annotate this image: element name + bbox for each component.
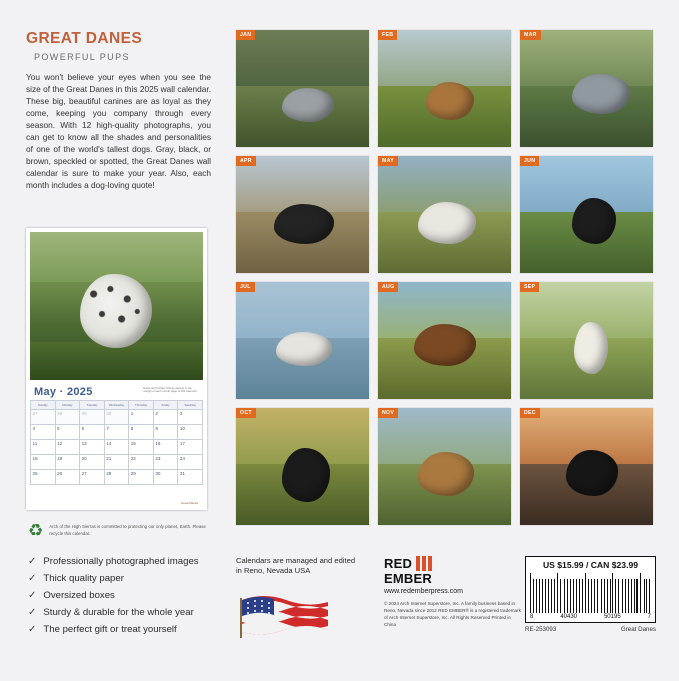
photo-dog: [418, 202, 476, 244]
barcode-bar: [649, 579, 650, 613]
barcode-gap: [544, 573, 545, 613]
calendar-day-cell[interactable]: 24: [178, 455, 203, 470]
photo-sky: [236, 30, 369, 91]
barcode-bar: [612, 573, 613, 613]
recycle-icon: ♻: [28, 521, 44, 540]
month-photo-feb[interactable]: [378, 30, 511, 147]
barcode-box: [525, 556, 656, 623]
barcode-bar: [570, 579, 571, 613]
weekday-header: Thursday: [129, 401, 154, 410]
barcode-bar: [640, 573, 641, 613]
barcode-gap: [599, 573, 600, 613]
calendar-day-cell[interactable]: 4: [31, 425, 56, 440]
month-photo-row: [236, 282, 654, 399]
photo-dog: [414, 324, 476, 366]
month-photo-grid: [236, 30, 654, 534]
calendar-day-cell[interactable]: 29: [80, 410, 105, 425]
calendar-day-cell[interactable]: 30: [153, 470, 178, 485]
calendar-day-cell[interactable]: 25: [31, 470, 56, 485]
ember-bars-icon: [416, 556, 432, 571]
calendar-day-cell[interactable]: 28: [104, 470, 129, 485]
calendar-day-cell[interactable]: 1: [129, 410, 154, 425]
month-tag-sep: SEP: [520, 282, 539, 292]
weekday-header: Tuesday: [80, 401, 105, 410]
calendar-day-cell[interactable]: 27: [80, 470, 105, 485]
calendar-week-row: [31, 455, 203, 470]
month-tag-feb: FEB: [378, 30, 397, 40]
barcode-image: [530, 573, 651, 613]
weekday-header: Saturday: [178, 401, 203, 410]
calendar-day-cell[interactable]: 18: [31, 455, 56, 470]
month-photo-row: [236, 30, 654, 147]
calendar-day-cell[interactable]: 30: [104, 410, 129, 425]
barcode-bar: [542, 579, 543, 613]
preview-footer-label: Great Danes: [180, 501, 198, 505]
calendar-day-cell[interactable]: 11: [31, 440, 56, 455]
calendar-day-cell[interactable]: 3: [178, 410, 203, 425]
page-title: GREAT DANES: [26, 30, 143, 47]
month-photo-jul[interactable]: [236, 282, 369, 399]
calendar-day-cell[interactable]: 26: [55, 470, 80, 485]
calendar-day-cell[interactable]: 19: [55, 455, 80, 470]
feature-bullet-label: Professionally photographed images: [43, 556, 199, 567]
month-tag-mar: MAR: [520, 30, 541, 40]
calendar-week-row: [31, 470, 203, 485]
calendar-day-cell[interactable]: 15: [129, 440, 154, 455]
calendar-day-cell[interactable]: 29: [129, 470, 154, 485]
month-photo-mar[interactable]: [520, 30, 653, 147]
barcode-bar: [618, 579, 619, 613]
feature-bullet-list: [28, 556, 258, 641]
check-icon: ✓: [28, 607, 37, 618]
preview-grid-wrap: [30, 386, 203, 506]
calendar-week-row: [31, 410, 203, 425]
brand-url[interactable]: www.redemberpress.com: [384, 588, 463, 595]
month-photo-may[interactable]: [378, 156, 511, 273]
preview-calendar-table: [30, 400, 203, 485]
barcode-group-1: 40430: [560, 614, 577, 620]
month-tag-dec: DEC: [520, 408, 540, 418]
barcode-bar: [548, 579, 549, 613]
sku-code: RE-253093: [525, 626, 557, 633]
barcode-bar: [636, 579, 637, 613]
check-icon: ✓: [28, 556, 37, 567]
barcode-numbers: [530, 614, 651, 620]
price-label: US $15.99 / CAN $23.99: [542, 560, 639, 570]
brand-logo: [384, 556, 524, 571]
calendar-day-cell[interactable]: 8: [129, 425, 154, 440]
calendar-day-cell[interactable]: 21: [104, 455, 129, 470]
weekday-header: Wednesday: [104, 401, 129, 410]
month-photo-row: [236, 408, 654, 525]
month-photo-sep[interactable]: [520, 282, 653, 399]
calendar-week-row: [31, 425, 203, 440]
month-tag-oct: OCT: [236, 408, 256, 418]
month-tag-apr: APR: [236, 156, 256, 166]
calendar-week-row: [31, 440, 203, 455]
barcode-bar: [604, 579, 605, 613]
month-photo-dec[interactable]: [520, 408, 653, 525]
preview-photo-dog: [80, 274, 152, 348]
feature-bullet: [28, 624, 258, 635]
feature-bullet: [28, 573, 258, 584]
calendar-day-cell[interactable]: 14: [104, 440, 129, 455]
reno-block: [236, 556, 356, 577]
calendar-day-cell[interactable]: 2: [153, 410, 178, 425]
photo-dog: [572, 198, 616, 244]
barcode-bar: [560, 579, 561, 613]
product-name: Great Danes: [620, 626, 656, 633]
calendar-day-cell[interactable]: 7: [104, 425, 129, 440]
month-tag-jan: JAN: [236, 30, 255, 40]
feature-bullet: [28, 590, 258, 601]
calendar-day-cell[interactable]: 5: [55, 425, 80, 440]
brand-word-red: RED: [384, 556, 413, 571]
month-tag-jul: JUL: [236, 282, 255, 292]
check-icon: ✓: [28, 590, 37, 601]
month-tag-may: MAY: [378, 156, 398, 166]
barcode-gap: [639, 573, 640, 613]
calendar-day-cell[interactable]: 27: [31, 410, 56, 425]
month-photo-oct[interactable]: [236, 408, 369, 525]
barcode-bar: [585, 573, 586, 613]
photo-dog: [276, 332, 332, 366]
month-photo-apr[interactable]: [236, 156, 369, 273]
feature-bullet-label: The perfect gift or treat yourself: [43, 624, 177, 635]
barcode-bar: [533, 579, 534, 613]
sku-row: [525, 626, 656, 633]
feature-bullet: [28, 556, 258, 567]
preview-week-rows: [31, 410, 203, 485]
weekday-header: Monday: [55, 401, 80, 410]
usa-flag-icon: [238, 590, 330, 648]
photo-dog: [574, 322, 608, 374]
recycle-block: [28, 522, 218, 539]
page-subtitle: POWERFUL PUPS: [34, 52, 130, 62]
photo-dog: [282, 448, 330, 502]
photo-dog: [572, 74, 630, 114]
preview-month-label: May · 2025: [34, 386, 93, 398]
feature-bullet-label: Thick quality paper: [43, 573, 124, 584]
calendar-day-cell[interactable]: 6: [80, 425, 105, 440]
calendar-day-cell[interactable]: 12: [55, 440, 80, 455]
barcode-gap: [562, 573, 563, 613]
reno-text: Calendars are managed and edited in Reno, Nevada USA: [236, 556, 356, 576]
brand-word-ember: EMBER: [384, 571, 432, 586]
preview-photo: [30, 232, 203, 380]
preview-weekday-row: [31, 401, 203, 410]
calendar-day-cell[interactable]: 13: [80, 440, 105, 455]
month-photo-jun[interactable]: [520, 156, 653, 273]
photo-dog: [282, 88, 334, 122]
month-tag-nov: NOV: [378, 408, 398, 418]
barcode-bar: [557, 573, 558, 613]
month-photo-nov[interactable]: [378, 408, 511, 525]
month-photo-row: [236, 156, 654, 273]
recycle-text: Arch of the High Sierras is committed to protecting our only planet, Earth. Please recycle this calendar.: [49, 524, 206, 536]
photo-dog: [426, 82, 474, 120]
photo-dog: [566, 450, 618, 496]
barcode-group-2: 50195: [603, 614, 621, 620]
calendar-day-cell[interactable]: 16: [153, 440, 178, 455]
calendar-day-cell[interactable]: 28: [55, 410, 80, 425]
legal-text: © 2024 Arch Internet Superstore, Inc. A family business based in Reno, Nevada since 2012 RED EMBER® is a registered trademark of Arch Internet Superstore, Inc. All Rights Reserved Printed in China: [384, 601, 521, 627]
feature-bullet: [28, 607, 258, 618]
calendar-day-cell[interactable]: 23: [153, 455, 178, 470]
check-icon: ✓: [28, 573, 37, 584]
feature-bullet-label: Sturdy & durable for the whole year: [43, 607, 194, 618]
barcode-left-digit: 8: [530, 614, 534, 620]
calendar-day-cell[interactable]: 22: [129, 455, 154, 470]
feature-bullet-label: Oversized boxes: [43, 590, 115, 601]
calendar-day-cell[interactable]: 17: [178, 440, 203, 455]
barcode-gap: [578, 573, 579, 613]
brand-block: [384, 556, 524, 629]
product-description-block: [26, 30, 211, 191]
month-tag-aug: AUG: [378, 282, 398, 292]
preview-margin-note: Notes and holiday listings appear in the margin of each month page of this calendar.: [143, 387, 198, 393]
barcode-bar: [588, 579, 589, 613]
barcode-bar: [628, 579, 629, 613]
calendar-day-cell[interactable]: 10: [178, 425, 203, 440]
month-photo-aug[interactable]: [378, 282, 511, 399]
weekday-header: Sunday: [31, 401, 56, 410]
photo-dog: [418, 452, 474, 496]
photo-dog: [274, 204, 334, 244]
description-text: You won't believe your eyes when you see the size of the Great Danes in this 2025 wall calendar. These big, beautiful canines are as loyal as they come, keeping you company through every season. With 12 high-quality photographs, you can get to know all the shades and personalities of one of the world's tallest dogs. Gray, black, or brown, speckled or spotted, the Great Danes wall calendar is sure to make your year. Also, each month includes a dog-loving quote!: [26, 72, 211, 191]
barcode-bar: [576, 579, 577, 613]
month-photo-jan[interactable]: [236, 30, 369, 147]
calendar-day-cell[interactable]: 31: [178, 470, 203, 485]
barcode-gap: [620, 573, 621, 613]
check-icon: ✓: [28, 624, 37, 635]
calendar-day-cell[interactable]: 9: [153, 425, 178, 440]
month-tag-jun: JUN: [520, 156, 539, 166]
calendar-day-cell[interactable]: 20: [80, 455, 105, 470]
calendar-month-preview: [26, 228, 207, 510]
weekday-header: Friday: [153, 401, 178, 410]
barcode-right-digit: 7: [647, 614, 651, 620]
barcode-bar: [597, 579, 598, 613]
